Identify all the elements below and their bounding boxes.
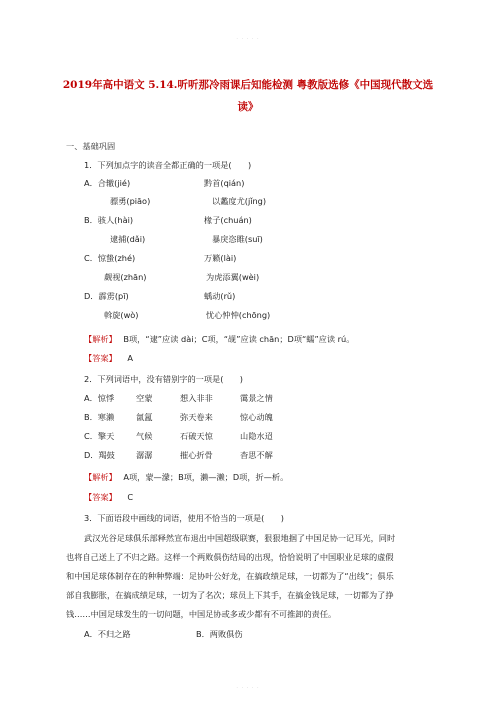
- q1-option-a-word2: 黔首(qián): [204, 178, 245, 188]
- answer-label: 【答案】: [84, 353, 117, 363]
- q2-analysis: [84, 471, 288, 483]
- q2-a-w3: 想入非非: [180, 393, 213, 403]
- q2-b-w2: 氤氲: [136, 412, 153, 422]
- q1-option-c-word4: 为虎添翼(wèi): [206, 272, 260, 282]
- q2-d-w4: 杳思不解: [240, 450, 273, 460]
- q2-b-w3: 弥天卷来: [180, 412, 213, 422]
- q1-option-c-word1: C．惊蛰(zhé): [84, 253, 136, 263]
- q3-passage-line-2: 也将自己送上了不归之路。这样一个两败俱伤结局的出现，恰恰说明了中国职业足球的虚假: [66, 552, 394, 562]
- q1-option-b-word1: B．骇人(hài): [84, 215, 134, 225]
- q1-option-a-word4: 以蠡度尤(jǐng): [212, 196, 267, 206]
- q2-c-w2: 气候: [136, 431, 153, 441]
- analysis-label: 【解析】: [84, 334, 117, 344]
- q2-b-w1: B．寒濑: [84, 412, 115, 422]
- section-heading: 一、基础巩固: [66, 141, 116, 151]
- q3-option-b: B．两败俱伤: [196, 629, 243, 639]
- q3-passage-line-5: 钱……中国足球发生的一切问题，中国足协或多或少都有不可推卸的责任。: [66, 609, 337, 619]
- q2-c-w1: C．擎天: [84, 431, 115, 441]
- q1-answer: [84, 352, 133, 364]
- q1-option-c-word2: 万籁(lài): [204, 253, 237, 263]
- question-1-stem: 1．下列加点字的读音全都正确的一项是( ): [84, 160, 252, 170]
- question-2-stem: 2．下列词语中，没有错别字的一项是( ): [84, 374, 243, 384]
- q2-a-w1: A．惊悸: [84, 393, 115, 403]
- q2-d-w1: D．羯鼓: [84, 450, 115, 460]
- q1-option-b-word4: 暴戾恣睢(suī): [212, 234, 263, 244]
- q1-option-b-word2: 椽子(chuán): [204, 215, 252, 225]
- q1-option-c-word3: 觑视(zhān): [104, 272, 147, 282]
- header-watermark: · · · · ·: [236, 36, 260, 42]
- q2-answer: [84, 491, 133, 503]
- q2-a-w4: 霭景之情: [240, 393, 273, 403]
- document-title: 2019年高中语文 5.14.听听那冷雨课后知能检测 粤教版选修《中国现代散文选读》: [62, 79, 434, 113]
- q1-option-d-word3: 斡旋(wò): [104, 310, 139, 320]
- q3-option-a: A．不归之路: [84, 629, 131, 639]
- answer-text: A: [127, 353, 133, 363]
- footer-watermark: · · · · ·: [236, 685, 260, 691]
- q2-a-w2: 空蒙: [136, 393, 153, 403]
- analysis-text: A项，蒙—濛；B项，濑—濑；D项，折—析。: [123, 472, 289, 482]
- q3-passage-line-4: 部自我膨胀，在搞成绩足球，一切为了名次；球员上下其手，在搞金钱足球，一切都为了挣: [66, 590, 394, 600]
- q2-b-w4: 惊心动魄: [240, 412, 273, 422]
- q2-c-w4: 山隐水迢: [240, 431, 273, 441]
- q2-d-w3: 摧心折骨: [180, 450, 213, 460]
- q1-option-a-word1: A．合辙(jié): [84, 178, 131, 188]
- answer-text: C: [127, 492, 134, 502]
- q1-option-d-word4: 忧心忡忡(chōng): [206, 310, 271, 320]
- question-3-stem: 3．下面语段中画线的词语，使用不恰当的一项是( ): [84, 513, 284, 523]
- q1-option-a-word3: 骠勇(piāo): [110, 196, 151, 206]
- q1-analysis: [84, 333, 354, 345]
- q2-d-w2: 潺潺: [136, 450, 153, 460]
- q3-passage-line-1: 武汉光谷足球俱乐部释然宣布退出中国超级联赛，狠狠地掴了中国足协一记耳光，同时: [84, 533, 396, 543]
- analysis-label: 【解析】: [84, 472, 117, 482]
- q1-option-d-word2: 蝺动(rǔ): [204, 291, 236, 301]
- answer-label: 【答案】: [84, 492, 117, 502]
- q2-c-w3: 石破天惊: [180, 431, 213, 441]
- q3-passage-line-3: 和中国足球体制存在的种种弊端：足协叶公好龙，在搞政绩足球，一切都为了“出线”；俱乐: [66, 571, 394, 581]
- q1-option-b-word3: 逮捕(dǎi): [110, 234, 146, 244]
- analysis-text: B项，“逮”应读 dài；C项，“觇”应读 chān；D项“蠕”应读 rú。: [123, 334, 355, 344]
- q1-option-d-word1: D．霹雳(pī): [84, 291, 129, 301]
